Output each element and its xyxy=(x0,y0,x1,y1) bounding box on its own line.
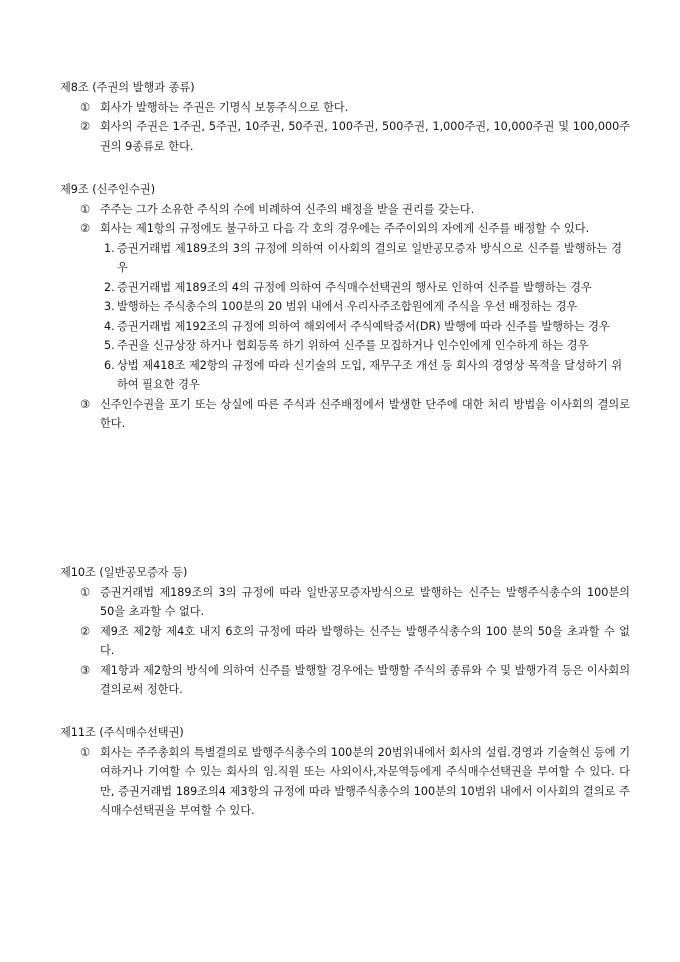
item-text: 증권거래법 제189조의 3의 규정에 의하여 이사회의 결의로 일반공모증자 방식으로 신주를 발행하는 경우 xyxy=(117,241,622,274)
article-heading: 제11조 (주식매수선택권) xyxy=(60,726,184,739)
article-8 xyxy=(60,78,630,156)
paragraph-number: ① xyxy=(80,585,91,599)
paragraph-number: ① xyxy=(80,202,91,216)
item-number: 5. xyxy=(104,339,115,352)
list-item xyxy=(60,278,630,298)
paragraph-text: 회사는 제1항의 규정에도 불구하고 다음 각 호의 경우에는 주주이외의 자에게 신주를 배정할 수 있다. xyxy=(100,222,590,235)
paragraph-1 xyxy=(60,200,630,220)
paragraph-2 xyxy=(60,219,630,239)
paragraph-text: 회사가 발행하는 주권은 기명식 보통주식으로 한다. xyxy=(100,100,349,114)
list-item xyxy=(60,297,630,317)
item-text: 발행하는 주식총수의 100분의 20 범위 내에서 우리사주조합원에게 주식을 우선 배정하는 경우 xyxy=(117,300,578,313)
paragraph-text: 제1항과 제2항의 방식에 의하여 신주를 발행할 경우에는 발행할 주식의 종류와 수 및 발행가격 등은 이사회의 결의로써 정한다. xyxy=(100,663,630,696)
list-item xyxy=(60,317,630,337)
item-number: 3. xyxy=(104,300,115,313)
article-10 xyxy=(60,563,630,700)
paragraph-number: ① xyxy=(80,745,91,759)
paragraph-number: ② xyxy=(80,120,91,133)
paragraph-3 xyxy=(60,661,630,700)
paragraph-1 xyxy=(60,583,630,622)
list-item xyxy=(60,336,630,356)
paragraph-2 xyxy=(60,117,630,156)
paragraph-2 xyxy=(60,622,630,661)
item-list xyxy=(60,239,630,395)
paragraph-number: ② xyxy=(80,222,91,235)
paragraph-number: ① xyxy=(80,100,91,114)
article-heading: 제8조 (주권의 발행과 종류) xyxy=(60,81,195,94)
paragraph-text: 회사는 주주총회의 특별결의로 발행주식총수의 100분의 20범위내에서 회사의 설립.경영과 기술혁신 등에 기여하거나 기여할 수 있는 회사의 임.직원 또는 사외이사,자문역등에게 주식매수선택권을 부여할 수 있다. 다만, 증권거래법 189조의4 제3항의 규정에 따라 발행주식총수의 100분의 10범위 내에서 이사회의 결의로 주식매수선택권을 부여할 수 있다. xyxy=(100,745,630,817)
item-text: 상법 제418조 제2항의 규정에 따라 신기술의 도입, 재무구조 개선 등 회사의 경영상 목적을 달성하기 위하여 필요한 경우 xyxy=(117,358,622,391)
paragraph-text: 주주는 그가 소유한 주식의 수에 비례하여 신주의 배정을 받을 권리를 갖는다. xyxy=(100,202,475,216)
paragraph-3 xyxy=(60,395,630,434)
item-text: 주권을 신규상장 하거나 협회등록 하기 위하여 신주를 모집하거나 인수인에게 인수하게 하는 경우 xyxy=(117,339,589,352)
paragraph-number: ② xyxy=(80,624,91,638)
article-heading: 제10조 (일반공모증자 등) xyxy=(60,566,188,579)
item-number: 1. xyxy=(104,241,115,255)
paragraph-1 xyxy=(60,98,630,118)
paragraph-text: 회사의 주권은 1주권, 5주권, 10주권, 50주권, 100주권, 500주권, 1,000주권, 10,000주권 및 100,000주권의 9종류로 한다. xyxy=(100,120,630,153)
paragraph-text: 제9조 제2항 제4호 내지 6호의 규정에 따라 발행하는 신주는 발행주식총수의 100 분의 50을 초과할 수 없다. xyxy=(100,624,630,657)
paragraph-1 xyxy=(60,743,630,821)
article-heading: 제9조 (신주인수권) xyxy=(60,183,156,196)
list-item xyxy=(60,239,630,278)
paragraph-number: ③ xyxy=(80,397,91,411)
article-9 xyxy=(60,180,630,434)
item-text: 증권거래법 제189조의 4의 규정에 의하여 주식매수선택권의 행사로 인하여 신주를 발행하는 경우 xyxy=(117,280,592,294)
item-number: 4. xyxy=(104,319,115,333)
item-text: 증권거래법 제192조의 규정에 의하여 해외에서 주식예탁증서(DR) 발행에 따라 신주를 발행하는 경우 xyxy=(117,319,610,333)
item-number: 2. xyxy=(104,280,115,294)
item-number: 6. xyxy=(104,358,115,372)
article-11 xyxy=(60,723,630,821)
paragraph-number: ③ xyxy=(80,663,91,677)
list-item xyxy=(60,356,630,395)
paragraph-text: 신주인수권을 포기 또는 상실에 따른 주식과 신주배정에서 발생한 단주에 대한 처리 방법을 이사회의 결의로 한다. xyxy=(100,397,630,430)
paragraph-text: 증권거래법 제189조의 3의 규정에 따라 일반공모증자방식으로 발행하는 신주는 발행주식총수의 100분의 50을 초과할 수 없다. xyxy=(100,585,630,618)
